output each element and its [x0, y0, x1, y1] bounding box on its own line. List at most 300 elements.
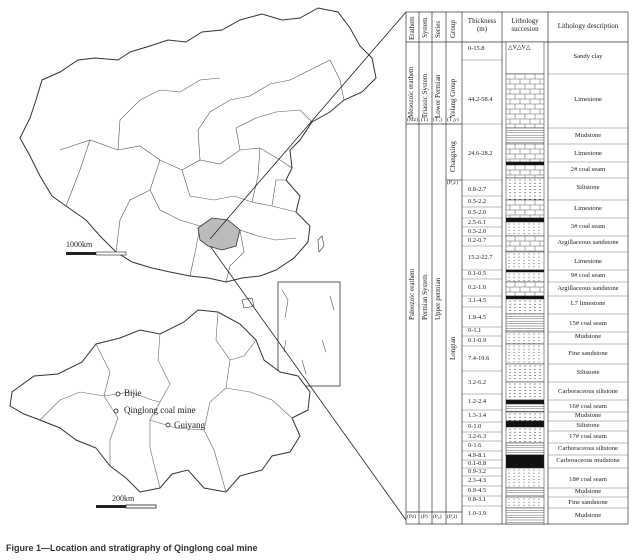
thickness-cell: 2.5-6.1 [468, 219, 487, 226]
lithology-mark [519, 254, 520, 255]
lithology-mark [539, 470, 540, 471]
lithology-mark [534, 486, 535, 487]
lithology-mark [534, 340, 535, 341]
lithology-mark [514, 470, 515, 471]
lithology-mark [524, 499, 525, 500]
lithology-mark [539, 224, 540, 225]
lithology-mark [529, 358, 530, 359]
lithology-mark [529, 499, 530, 500]
lithology-mark [514, 505, 515, 506]
lithology-mark [539, 257, 540, 258]
lithology-mark [514, 473, 515, 474]
thickness-cell: 0-1.1 [468, 327, 482, 334]
unit-lower-permian: Lower Permian [434, 74, 442, 118]
lithology-mark [509, 346, 510, 347]
thickness-cell: 0-15.8 [468, 45, 485, 52]
lithology-mark [534, 358, 535, 359]
lithology-mark [529, 227, 530, 228]
lithology-mark [539, 499, 540, 500]
mudstone-layer [506, 404, 544, 412]
thickness-cell: 1.3-3.4 [468, 412, 487, 419]
thickness-cell: 0.5-2.2 [468, 198, 487, 205]
lithology-mark [519, 337, 520, 338]
lithology-description: Carboraceous siltstone [558, 388, 618, 395]
sandstone-layer [506, 252, 544, 270]
bijie-marker [116, 392, 120, 396]
siltstone-layer [506, 412, 544, 421]
lithology-mark [534, 346, 535, 347]
lithology-mark [529, 340, 530, 341]
lithology-mark [509, 230, 510, 231]
coal-seam-layer [506, 400, 544, 404]
thickness-cell: 0.8-2.7 [468, 186, 487, 193]
unit-upper-permian: Upper permian [434, 277, 442, 320]
lithology-mark [529, 346, 530, 347]
lithology-mark [519, 266, 520, 267]
lithology-mark [509, 362, 510, 363]
lithology-mark [524, 260, 525, 261]
lithology-mark [519, 505, 520, 506]
lithology-mark [534, 224, 535, 225]
lithology-mark [519, 349, 520, 350]
lithology-mark [509, 355, 510, 356]
lithology-mark [529, 362, 530, 363]
unit-longtan: Longtan [449, 336, 457, 360]
thickness-cell: 44.2-58.4 [468, 96, 493, 103]
thickness-cell: 0-1.6 [468, 442, 482, 449]
unit-p: (P) [421, 514, 428, 520]
lithology-mark [509, 349, 510, 350]
lithology-mark [519, 260, 520, 261]
lithology-description: L7 limestone [570, 300, 606, 307]
lithology-mark [514, 352, 515, 353]
lithology-mark [534, 260, 535, 261]
unit-p2l: (P₂l) [447, 514, 458, 520]
lithology-mark [534, 266, 535, 267]
lithology-mark [514, 337, 515, 338]
lithology-mark [534, 502, 535, 503]
lithology-description: Argillaceous sandstone [557, 239, 619, 246]
lithology-description: Mudstone [574, 488, 602, 495]
lithology-mark [509, 482, 510, 483]
header-group: Group [449, 20, 457, 38]
lithology-mark [509, 280, 510, 281]
unit-changxing: Changxing [449, 141, 457, 172]
lithology-mark [524, 263, 525, 264]
lithology-mark [539, 476, 540, 477]
lithology-mark [524, 355, 525, 356]
lithology-mark [509, 352, 510, 353]
lithology-mark [534, 355, 535, 356]
lithology-mark [509, 233, 510, 234]
lithology-mark [509, 505, 510, 506]
lithology-mark [534, 337, 535, 338]
scale-label-large: 1000km [66, 240, 93, 249]
coal-seam-layer [506, 455, 544, 468]
thickness-cell: 0.2-1.0 [468, 284, 487, 291]
lithology-mark [529, 486, 530, 487]
lithology-mark [539, 274, 540, 275]
lithology-mark [514, 476, 515, 477]
lithology-mark [519, 502, 520, 503]
lithology-mark [514, 274, 515, 275]
siltstone-layer [506, 178, 544, 200]
lithology-mark [519, 340, 520, 341]
lithology-mark [519, 479, 520, 480]
sandstone-layer [506, 344, 544, 364]
siltstone-layer [506, 427, 544, 443]
lithology-mark [539, 337, 540, 338]
lithology-mark [529, 263, 530, 264]
lithology-description: Fine sandstone [568, 499, 608, 506]
sandstone-layer [506, 222, 544, 236]
lithology-mark [509, 277, 510, 278]
lithology-mark [519, 352, 520, 353]
lithology-mark [524, 470, 525, 471]
lithology-mark [524, 349, 525, 350]
lithology-mark [514, 334, 515, 335]
lithology-mark [519, 362, 520, 363]
lithology-mark [539, 266, 540, 267]
siltstone-layer [506, 364, 544, 382]
lithology-mark [519, 233, 520, 234]
lithology-mark [539, 227, 540, 228]
lithology-mark [534, 334, 535, 335]
lithology-mark [529, 254, 530, 255]
lithology-mark [509, 260, 510, 261]
lithology-mark [514, 346, 515, 347]
lithology-mark [529, 505, 530, 506]
lithology-mark [539, 482, 540, 483]
lithology-mark [534, 230, 535, 231]
thickness-cell: 0.8-3.1 [468, 496, 487, 503]
coal-seam-layer [506, 162, 544, 165]
lithology-mark [519, 476, 520, 477]
sandstone-layer [506, 497, 544, 508]
lithology-mark [519, 473, 520, 474]
lithology-mark [529, 230, 530, 231]
lithology-mark [524, 257, 525, 258]
lithology-mark [509, 254, 510, 255]
figure-caption: Figure 1—Location and stratigraphy of Qinglong coal mine [6, 543, 258, 553]
lithology-mark [529, 224, 530, 225]
lithology-mark [519, 334, 520, 335]
lithology-mark [529, 476, 530, 477]
thickness-cell: 1.9-4.5 [468, 314, 487, 321]
lithology-mark [529, 274, 530, 275]
sandstone-layer [506, 468, 544, 488]
thickness-cell: 3.1-4.5 [468, 297, 487, 304]
lithology-column [506, 42, 544, 524]
lithology-mark [519, 227, 520, 228]
lithology-mark [539, 340, 540, 341]
lithology-mark [519, 230, 520, 231]
sandstone-layer [506, 272, 544, 282]
guiyang-marker [166, 423, 170, 427]
lithology-mark [519, 224, 520, 225]
lithology-mark [514, 254, 515, 255]
lithology-mark [519, 274, 520, 275]
lithology-mark [524, 473, 525, 474]
lithology-mark [529, 349, 530, 350]
thickness-cell: 0.1-0.9 [468, 337, 487, 344]
sandy-clay-symbols: △V△V△ [508, 45, 531, 51]
limestone-layer [506, 74, 544, 128]
unit-p2: (P₂) [433, 514, 442, 520]
thickness-cell: 0.2-0.7 [468, 237, 487, 244]
lithology-mark [524, 227, 525, 228]
lithology-mark [539, 502, 540, 503]
lithology-mark [539, 254, 540, 255]
lithology-mark [529, 277, 530, 278]
lithology-description: Siltstone [576, 369, 600, 376]
lithology-description: 9# coal seam [570, 272, 606, 279]
lithology-mark [514, 479, 515, 480]
lithology-mark [509, 358, 510, 359]
lithology-mark [534, 470, 535, 471]
lithology-mark [514, 358, 515, 359]
lithology-mark [529, 473, 530, 474]
lithology-mark [529, 257, 530, 258]
lithology-mark [534, 482, 535, 483]
lithology-mark [514, 362, 515, 363]
thickness-cell: 0-1.0 [468, 423, 482, 430]
thickness-cell: 1.2-2.4 [468, 398, 487, 405]
lithology-mark [539, 486, 540, 487]
lithology-mark [524, 346, 525, 347]
lithology-mark [509, 473, 510, 474]
lithology-mark [529, 352, 530, 353]
thickness-cell: 15.2-22.7 [468, 254, 493, 261]
lithology-description: Siltstone [576, 184, 600, 191]
lithology-mark [514, 277, 515, 278]
lithology-mark [524, 476, 525, 477]
qinglong-marker [114, 409, 118, 413]
lithology-mark [519, 486, 520, 487]
mudstone-layer [506, 488, 544, 497]
lithology-mark [514, 230, 515, 231]
lithology-mark [509, 257, 510, 258]
thickness-cell: 1.0-3.9 [468, 510, 487, 517]
unit-t: (T) [421, 117, 429, 123]
thickness-cell: 0.1-0.5 [468, 270, 487, 277]
qinglong-label: Qinglong coal mine [124, 405, 196, 415]
coal-seam-layer [506, 218, 544, 222]
lithology-description: 18# coal seam [569, 476, 607, 483]
lithology-description: Mudstone [574, 512, 602, 519]
lithology-description: Carboraceous siltstone [558, 445, 618, 452]
siltstone-layer [506, 382, 544, 400]
lithology-mark [534, 233, 535, 234]
lithology-mark [524, 482, 525, 483]
lithology-description: 16# coal seam [569, 403, 607, 410]
lithology-mark [529, 470, 530, 471]
lithology-mark [524, 254, 525, 255]
lithology-mark [519, 470, 520, 471]
unit-permian: Permian System [421, 274, 429, 320]
lithology-mark [509, 476, 510, 477]
lithology-mark [509, 224, 510, 225]
lithology-mark [534, 280, 535, 281]
header-description: Lithology description [557, 22, 619, 30]
lithology-description: Carboraceous mudstone [556, 457, 620, 464]
lithology-mark [529, 502, 530, 503]
lithology-mark [514, 340, 515, 341]
lithology-mark [524, 230, 525, 231]
lithology-mark [539, 362, 540, 363]
lithology-mark [509, 340, 510, 341]
lithology-mark [539, 260, 540, 261]
lithology-mark [514, 499, 515, 500]
lithology-mark [539, 334, 540, 335]
lithology-mark [524, 274, 525, 275]
unit-p2c: (P₂c) [447, 180, 459, 186]
header-succession: Lithology succesion [511, 17, 539, 33]
lithology-mark [524, 334, 525, 335]
lithology-mark [529, 479, 530, 480]
lithology-mark [534, 479, 535, 480]
unit-t1: (T₁) [433, 117, 442, 123]
lithology-mark [524, 486, 525, 487]
unit-mz: (Mz) [407, 117, 418, 123]
lithology-mark [519, 358, 520, 359]
lithology-mark [514, 263, 515, 264]
lithology-mark [534, 277, 535, 278]
lithology-mark [524, 352, 525, 353]
lithology-mark [524, 224, 525, 225]
lithology-mark [524, 340, 525, 341]
lithology-mark [514, 227, 515, 228]
lithology-description: 17# coal seam [569, 433, 607, 440]
lithology-mark [514, 349, 515, 350]
lithology-mark [539, 349, 540, 350]
lithology-mark [519, 482, 520, 483]
lithology-mark [524, 358, 525, 359]
lithology-mark [539, 358, 540, 359]
thickness-cell: 0.5-2.0 [468, 209, 487, 216]
lithology-mark [519, 277, 520, 278]
lithology-description: Limestone [574, 96, 602, 103]
lithology-mark [534, 352, 535, 353]
unit-t1y: (T₁y) [447, 117, 459, 123]
thickness-cell: 2.3-4.3 [468, 477, 487, 484]
coal-seam-layer [506, 421, 544, 427]
lithology-mark [519, 280, 520, 281]
lithology-mark [524, 479, 525, 480]
lithology-mark [519, 263, 520, 264]
lithology-mark [509, 486, 510, 487]
unit-yelang: Yelang Group [449, 78, 457, 118]
header-system: System [421, 17, 429, 38]
lithology-mark [514, 257, 515, 258]
mudstone-layer [506, 314, 544, 332]
lithology-description: Siltstone [576, 422, 600, 429]
lithology-mark [539, 479, 540, 480]
lithology-mark [509, 499, 510, 500]
lithology-mark [539, 346, 540, 347]
unit-mesozoic: Mesozoic erathem [407, 66, 415, 118]
lithology-mark [524, 266, 525, 267]
lithology-description: Mudstone [574, 412, 602, 419]
lithology-mark [529, 260, 530, 261]
bijie-label: Bijie [124, 388, 142, 398]
lithology-mark [509, 479, 510, 480]
mudstone-layer [506, 443, 544, 455]
lithology-mark [529, 334, 530, 335]
lithology-mark [534, 254, 535, 255]
lithology-mark [509, 266, 510, 267]
lithology-mark [529, 482, 530, 483]
lithology-mark [539, 505, 540, 506]
unit-paleozoic: Paleozoic erathem [408, 268, 416, 320]
lithology-mark [514, 260, 515, 261]
header-erathem: Erathem [408, 16, 416, 40]
lithology-mark [529, 233, 530, 234]
header-thickness: Thickness (m) [467, 17, 497, 33]
coal-seam-layer [506, 270, 544, 272]
lithology-mark [534, 505, 535, 506]
lithology-mark [539, 280, 540, 281]
thickness-cell: 3.2-6.3 [468, 433, 487, 440]
lithology-mark [519, 355, 520, 356]
lithology-description: Sandy clay [573, 53, 603, 60]
lithology-mark [524, 505, 525, 506]
lithology-mark [534, 499, 535, 500]
lithology-mark [524, 502, 525, 503]
lithology-description: 2# coal seam [570, 166, 606, 173]
lithology-mark [509, 470, 510, 471]
lithology-mark [514, 355, 515, 356]
lithology-mark [524, 362, 525, 363]
lithology-description: Mudstone [574, 333, 602, 340]
lithology-mark [514, 502, 515, 503]
lithology-mark [509, 337, 510, 338]
lithology-mark [514, 233, 515, 234]
lithology-mark [539, 473, 540, 474]
lithology-mark [524, 233, 525, 234]
lithology-mark [514, 486, 515, 487]
scale-bar-small [96, 505, 156, 508]
lithology-mark [509, 227, 510, 228]
lithology-mark [529, 337, 530, 338]
lithology-mark [534, 473, 535, 474]
lithology-mark [534, 476, 535, 477]
lithology-mark [509, 502, 510, 503]
lithology-description: Fine sandstone [568, 350, 608, 357]
thickness-cell: 0.9-3.2 [468, 468, 487, 475]
lithology-description: 3# coal seam [570, 223, 606, 230]
header-series: Series [434, 20, 442, 38]
scale-bar-large [66, 252, 126, 255]
thickness-cell: 0.3-2.0 [468, 228, 487, 235]
thickness-cell: 0.9-4.5 [468, 487, 487, 494]
lithology-mark [524, 337, 525, 338]
lithology-mark [534, 274, 535, 275]
lithology-mark [529, 355, 530, 356]
lithology-description: Limestone [574, 205, 602, 212]
lithology-mark [539, 233, 540, 234]
lithology-mark [514, 224, 515, 225]
taiwan-island [318, 236, 324, 252]
lithology-mark [539, 352, 540, 353]
lithology-mark [519, 346, 520, 347]
lithology-mark [519, 257, 520, 258]
unit-triassic: Triassic System [421, 73, 429, 118]
scale-label-small: 200km [112, 494, 135, 503]
lithology-mark [539, 355, 540, 356]
thickness-cell: 3.2-6.2 [468, 379, 487, 386]
unit-pz: (Pz) [407, 514, 417, 520]
